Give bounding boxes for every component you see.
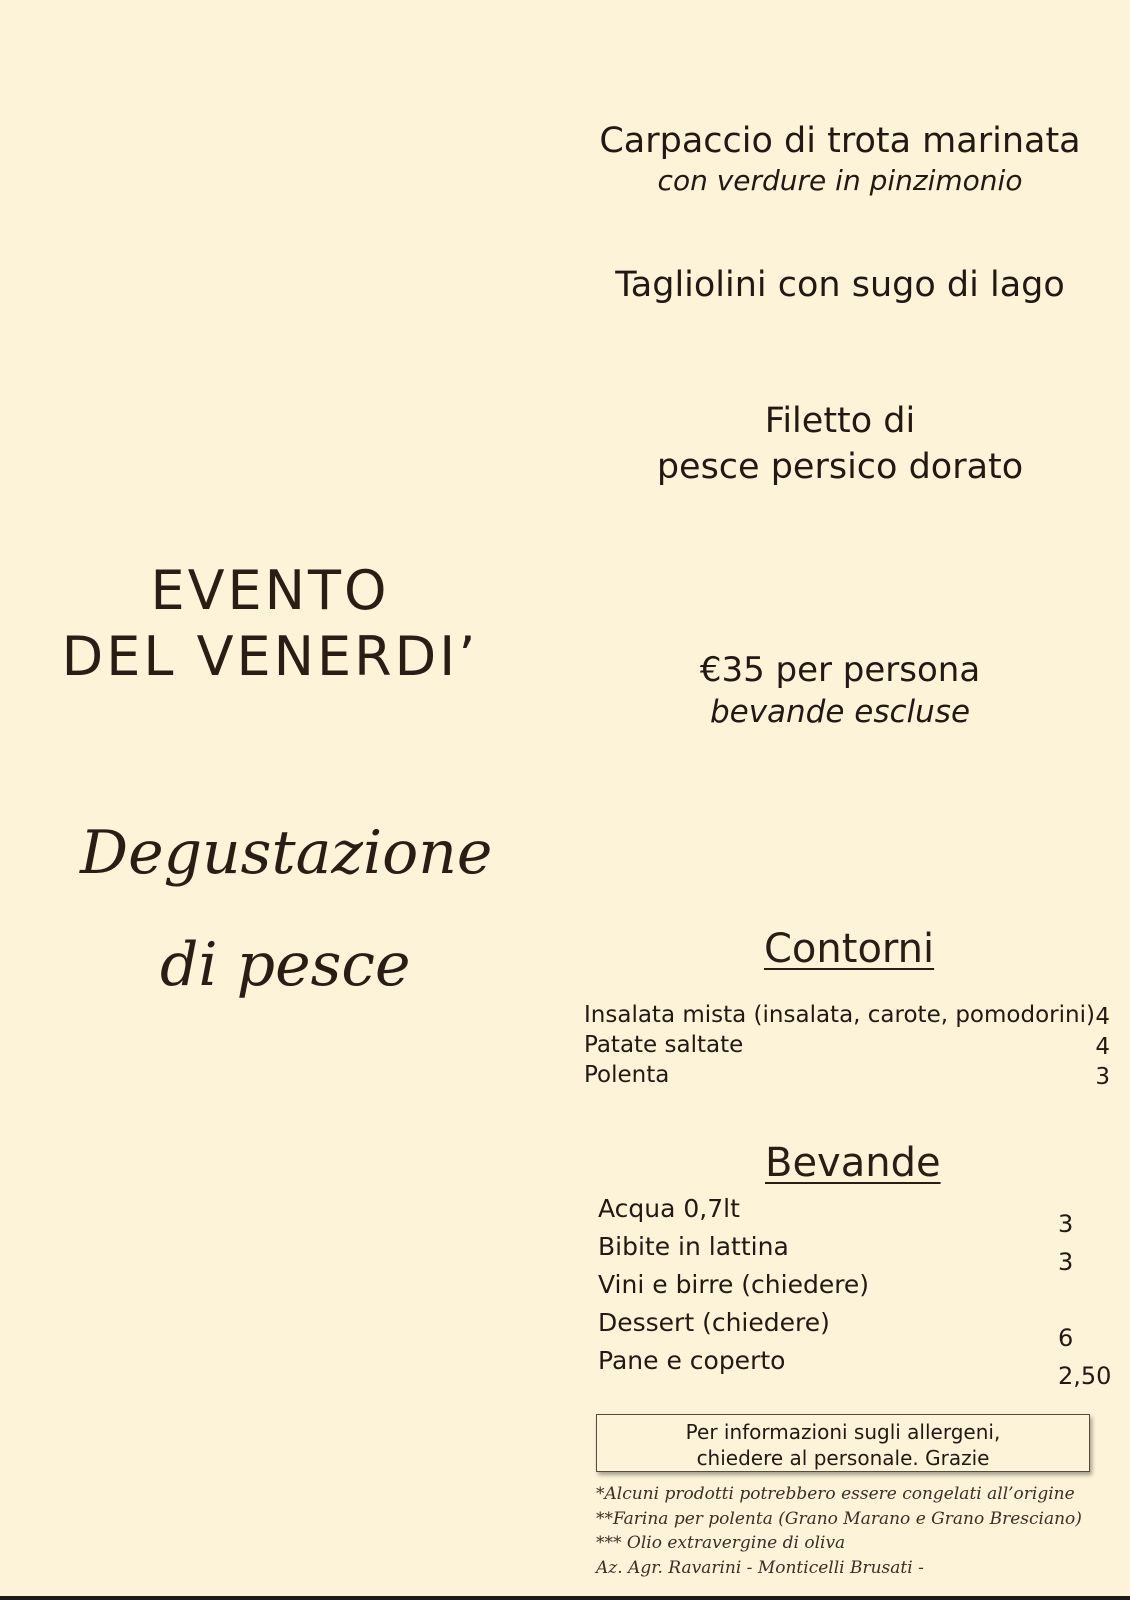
drink-name: Acqua 0,7lt xyxy=(598,1194,740,1223)
dish-1-description: con verdure in pinzimonio xyxy=(657,164,1023,197)
menu-dish-3 xyxy=(580,398,1100,490)
drink-name: Pane e coperto xyxy=(598,1346,786,1375)
drink-price: 3 xyxy=(1058,1248,1074,1276)
tasting-title-line2: di pesce xyxy=(160,930,411,1000)
footnote: **Farina per polenta (Grano Marano e Grano Bresciano) xyxy=(596,1509,1082,1529)
dish-3-line2: pesce persico dorato xyxy=(656,447,1024,487)
list-item xyxy=(584,1062,1110,1092)
footnote: *Alcuni prodotti potrebbero essere congelati all’origine xyxy=(596,1484,1075,1504)
contorni-heading: Contorni xyxy=(764,926,935,972)
drink-name: Vini e birre (chiedere) xyxy=(598,1270,870,1299)
dish-2-name: Tagliolini con sugo di lago xyxy=(615,265,1065,305)
tasting-title-line1: Degustazione xyxy=(80,818,493,888)
item-name: Insalata mista (insalata, carote, pomodorini) xyxy=(584,1002,1095,1028)
allergen-line2: chiedere al personale. Grazie xyxy=(696,1446,990,1470)
item-name: Polenta xyxy=(584,1062,670,1088)
footnote: *** Olio extravergine di oliva xyxy=(596,1533,846,1553)
event-title-line2: DEL VENERDI’ xyxy=(61,625,479,688)
price-text: €35 per persona xyxy=(699,650,981,690)
dish-3-line1: Filetto di xyxy=(764,401,916,441)
bevande-heading: Bevande xyxy=(765,1140,941,1186)
footnote: Az. Agr. Ravarini - Monticelli Brusati - xyxy=(596,1558,924,1578)
menu-dish-1 xyxy=(580,118,1100,198)
dish-1-name: Carpaccio di trota marinata xyxy=(599,121,1081,161)
menu-price xyxy=(580,648,1100,732)
menu-dish-2 xyxy=(580,262,1100,308)
list-item xyxy=(584,1002,1110,1032)
item-name: Patate saltate xyxy=(584,1032,744,1058)
item-price: 4 xyxy=(1095,1034,1110,1060)
event-title xyxy=(40,558,500,690)
bottom-divider xyxy=(0,1596,1130,1600)
drink-price: 2,50 xyxy=(1058,1362,1112,1390)
drink-price: 6 xyxy=(1058,1324,1074,1352)
drink-name: Dessert (chiedere) xyxy=(598,1308,830,1337)
drink-price: 3 xyxy=(1058,1210,1074,1238)
event-title-line1: EVENTO xyxy=(150,559,390,622)
allergen-notice xyxy=(596,1414,1090,1472)
price-note: bevande escluse xyxy=(709,694,971,730)
list-item xyxy=(584,1032,1110,1062)
item-price: 3 xyxy=(1095,1064,1110,1090)
item-price: 4 xyxy=(1095,1004,1110,1030)
allergen-line1: Per informazioni sugli allergeni, xyxy=(685,1420,1001,1444)
drink-name: Bibite in lattina xyxy=(598,1232,789,1261)
